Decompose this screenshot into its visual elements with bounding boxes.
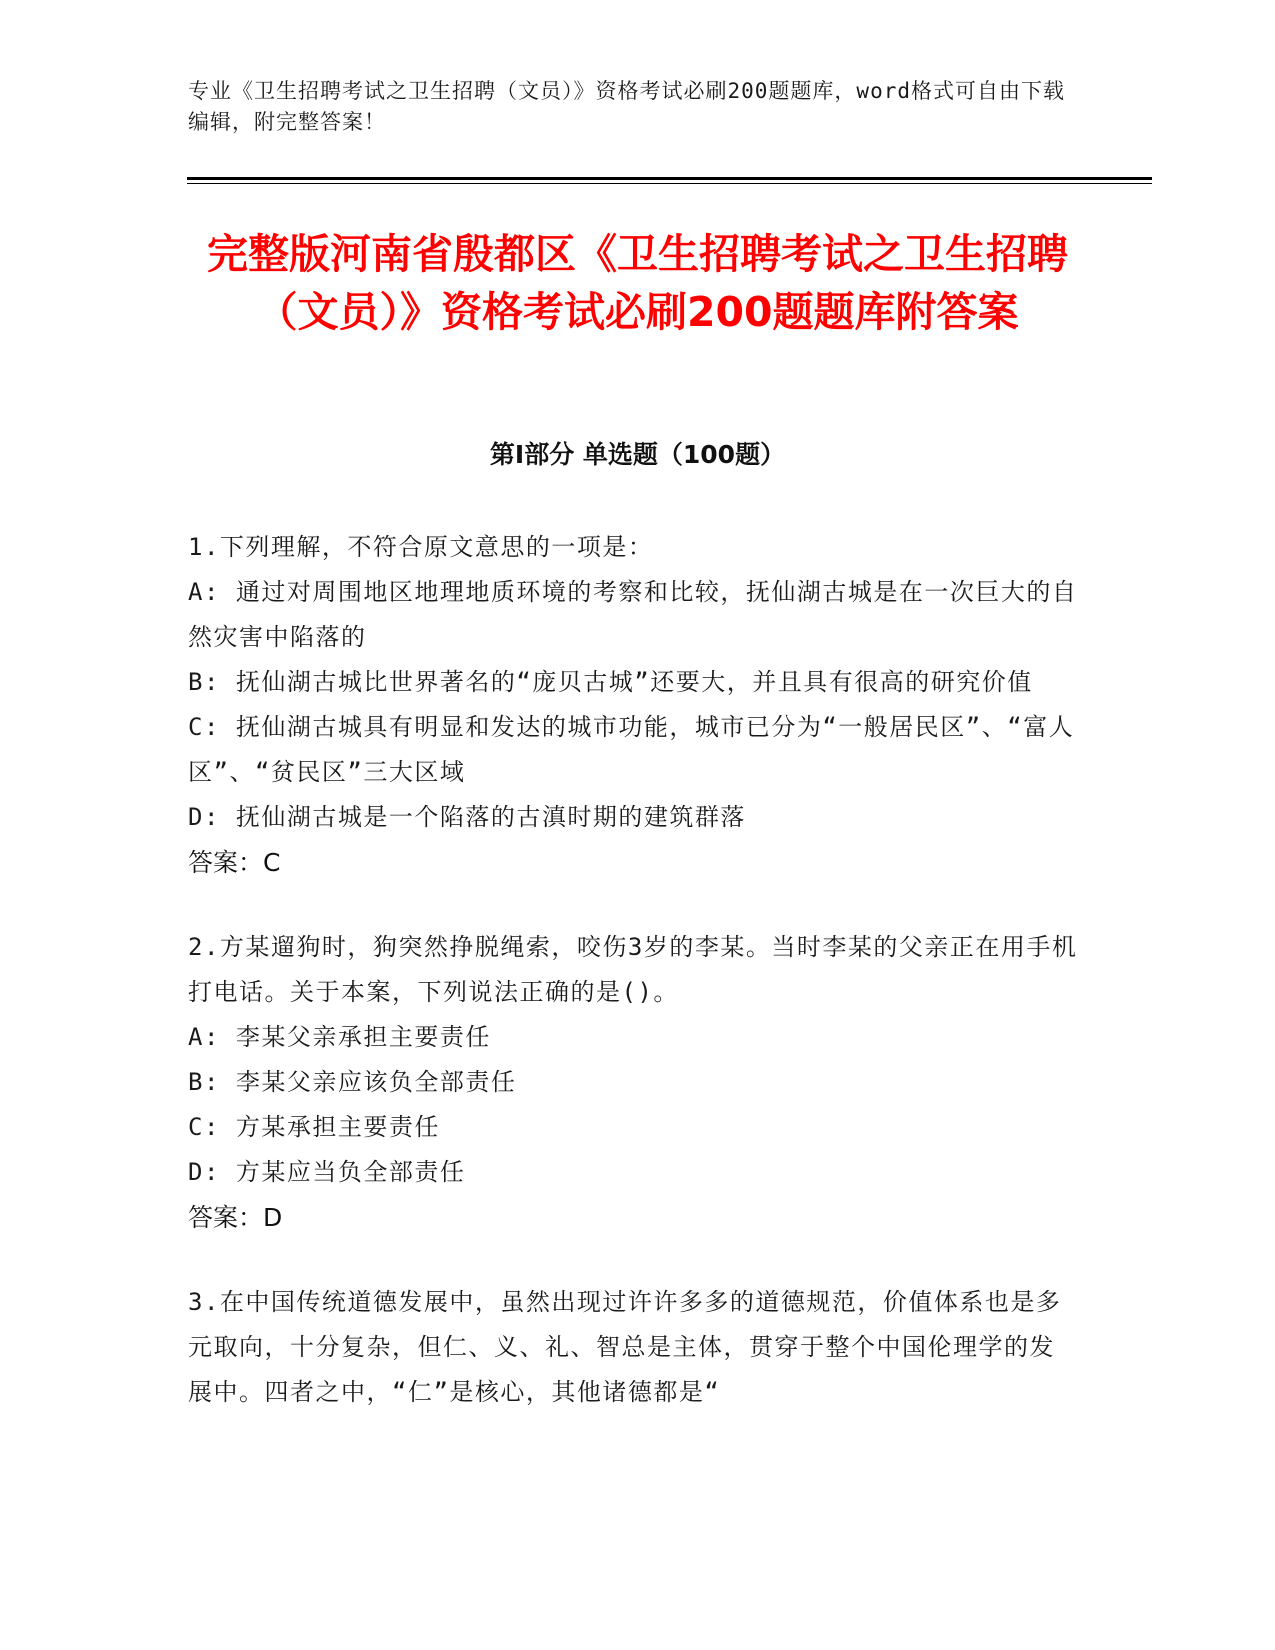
option-a: A: 通过对周围地区地理地质环境的考察和比较，抚仙湖古城是在一次巨大的自然灾害中陷落的 bbox=[188, 578, 1078, 651]
question-stem: 1.下列理解，不符合原文意思的一项是： bbox=[188, 533, 654, 561]
option-a: A: 李某父亲承担主要责任 bbox=[188, 1023, 491, 1051]
option-b: B: 李某父亲应该负全部责任 bbox=[188, 1068, 517, 1096]
section-title: 第I部分 单选题（100题） bbox=[489, 440, 786, 469]
question-stem: 2.方某遛狗时，狗突然挣脱绳索，咬伤3岁的李某。当时李某的父亲正在用手机打电话。关于本案，下列说法正确的是()。 bbox=[188, 933, 1078, 1006]
header-rule-thick bbox=[187, 177, 1152, 180]
option-d: D: 抚仙湖古城是一个陷落的古滇时期的建筑群落 bbox=[188, 803, 746, 831]
answer: 答案：C bbox=[188, 848, 281, 877]
question-1 bbox=[188, 525, 1078, 885]
document-title: 完整版河南省殷都区《卫生招聘考试之卫生招聘（文员）》资格考试必刷200题题库附答案 bbox=[207, 230, 1068, 336]
option-b: B: 抚仙湖古城比世界著名的“庞贝古城”还要大，并且具有很高的研究价值 bbox=[188, 668, 1033, 696]
question-3 bbox=[188, 1280, 1078, 1415]
header-note: 专业《卫生招聘考试之卫生招聘（文员）》资格考试必刷200题题库，word格式可自由下载编辑，附完整答案！ bbox=[188, 79, 1065, 134]
option-c: C: 抚仙湖古城具有明显和发达的城市功能，城市已分为“一般居民区”、“富人区”、“贫民区”三大区域 bbox=[188, 713, 1075, 786]
answer: 答案：D bbox=[188, 1203, 283, 1232]
question-list bbox=[188, 525, 1078, 1455]
question-2 bbox=[188, 925, 1078, 1240]
question-stem: 3.在中国传统道德发展中，虽然出现过许许多多的道德规范，价值体系也是多元取向，十分复杂，但仁、义、礼、智总是主体，贯穿于整个中国伦理学的发展中。四者之中，“仁”是核心，其他诸德都是“ bbox=[188, 1288, 1062, 1406]
option-d: D: 方某应当负全部责任 bbox=[188, 1158, 466, 1186]
option-c: C: 方某承担主要责任 bbox=[188, 1113, 440, 1141]
header-rule-thin bbox=[187, 183, 1152, 184]
